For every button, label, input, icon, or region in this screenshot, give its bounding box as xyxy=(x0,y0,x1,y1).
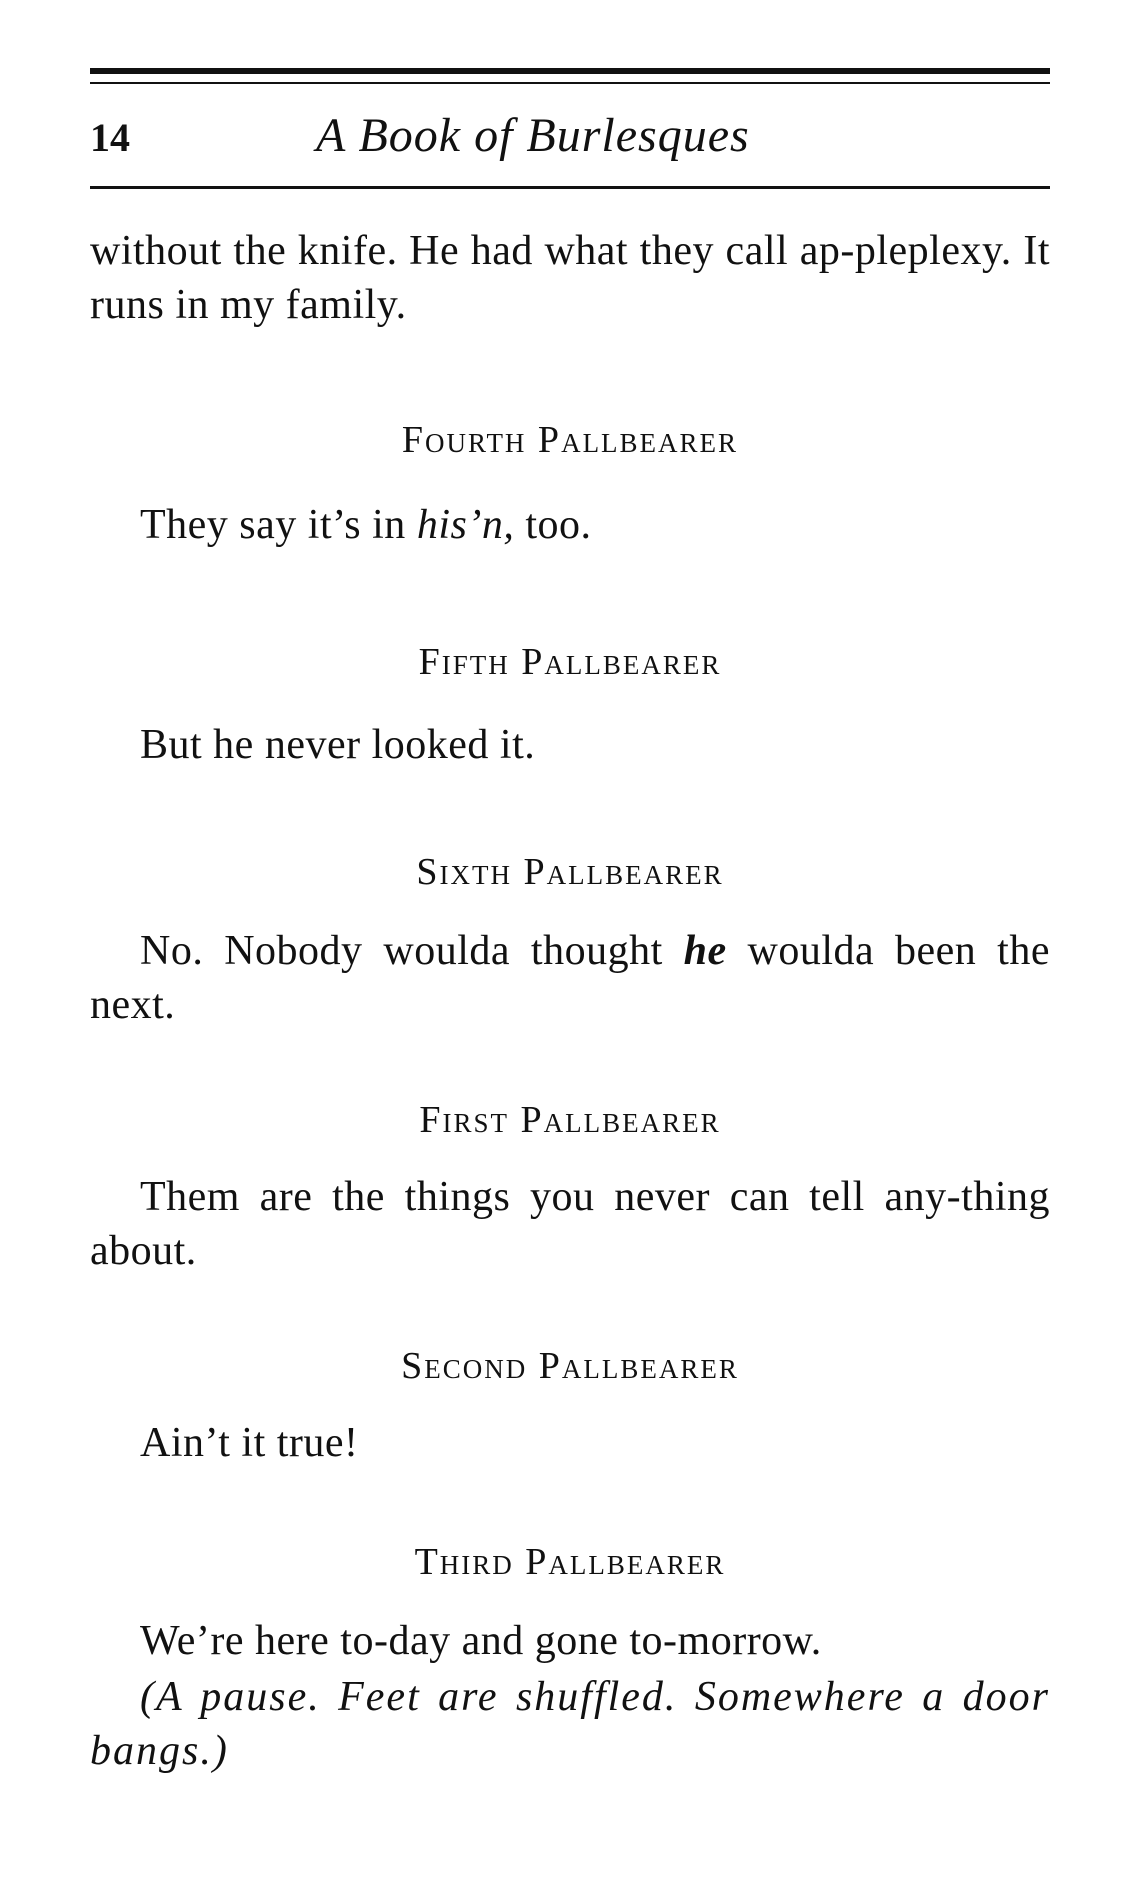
dialogue-emphasis: he xyxy=(683,928,727,974)
prose-text: without the knife. He had what they call ap-pleplexy. It runs in my family. xyxy=(90,228,1050,328)
dialogue-line: Ain’t it true! xyxy=(140,1420,359,1466)
book-title: A Book of Burlesques xyxy=(316,109,750,162)
speaker-heading: Third Pallbearer xyxy=(414,1541,726,1583)
running-header xyxy=(90,108,1050,178)
header-underline xyxy=(90,186,1050,189)
speaker-heading: Sixth Pallbearer xyxy=(416,851,724,893)
speaker-heading: Second Pallbearer xyxy=(401,1345,739,1387)
dialogue-emphasis: his’n, xyxy=(416,502,515,548)
dialogue-text: They say it’s in xyxy=(140,502,417,548)
speaker-heading: Fourth Pallbearer xyxy=(401,419,739,461)
dialogue-line: Them are the things you never can tell any-thing about. xyxy=(90,1174,1050,1274)
dialogue-text: too. xyxy=(514,502,592,548)
speaker-heading: Fifth Pallbearer xyxy=(418,641,722,683)
dialogue-text: No. Nobody woulda thought xyxy=(140,928,684,974)
stage-direction: (A pause. Feet are shuffled. Somewhere a door bangs.) xyxy=(90,1674,1050,1774)
header-rule-thick xyxy=(90,68,1050,74)
header-rule-thin xyxy=(90,82,1050,84)
dialogue-line: We’re here to-day and gone to-morrow. xyxy=(140,1618,822,1664)
dialogue-line xyxy=(90,498,1050,552)
page-number: 14 xyxy=(90,115,130,160)
speaker-heading: First Pallbearer xyxy=(419,1099,721,1141)
prose-paragraph xyxy=(90,224,1050,332)
dialogue-text: woulda been the next. xyxy=(90,928,1050,1028)
dialogue-line xyxy=(90,924,1050,1032)
dialogue-line: But he never looked it. xyxy=(140,722,536,768)
